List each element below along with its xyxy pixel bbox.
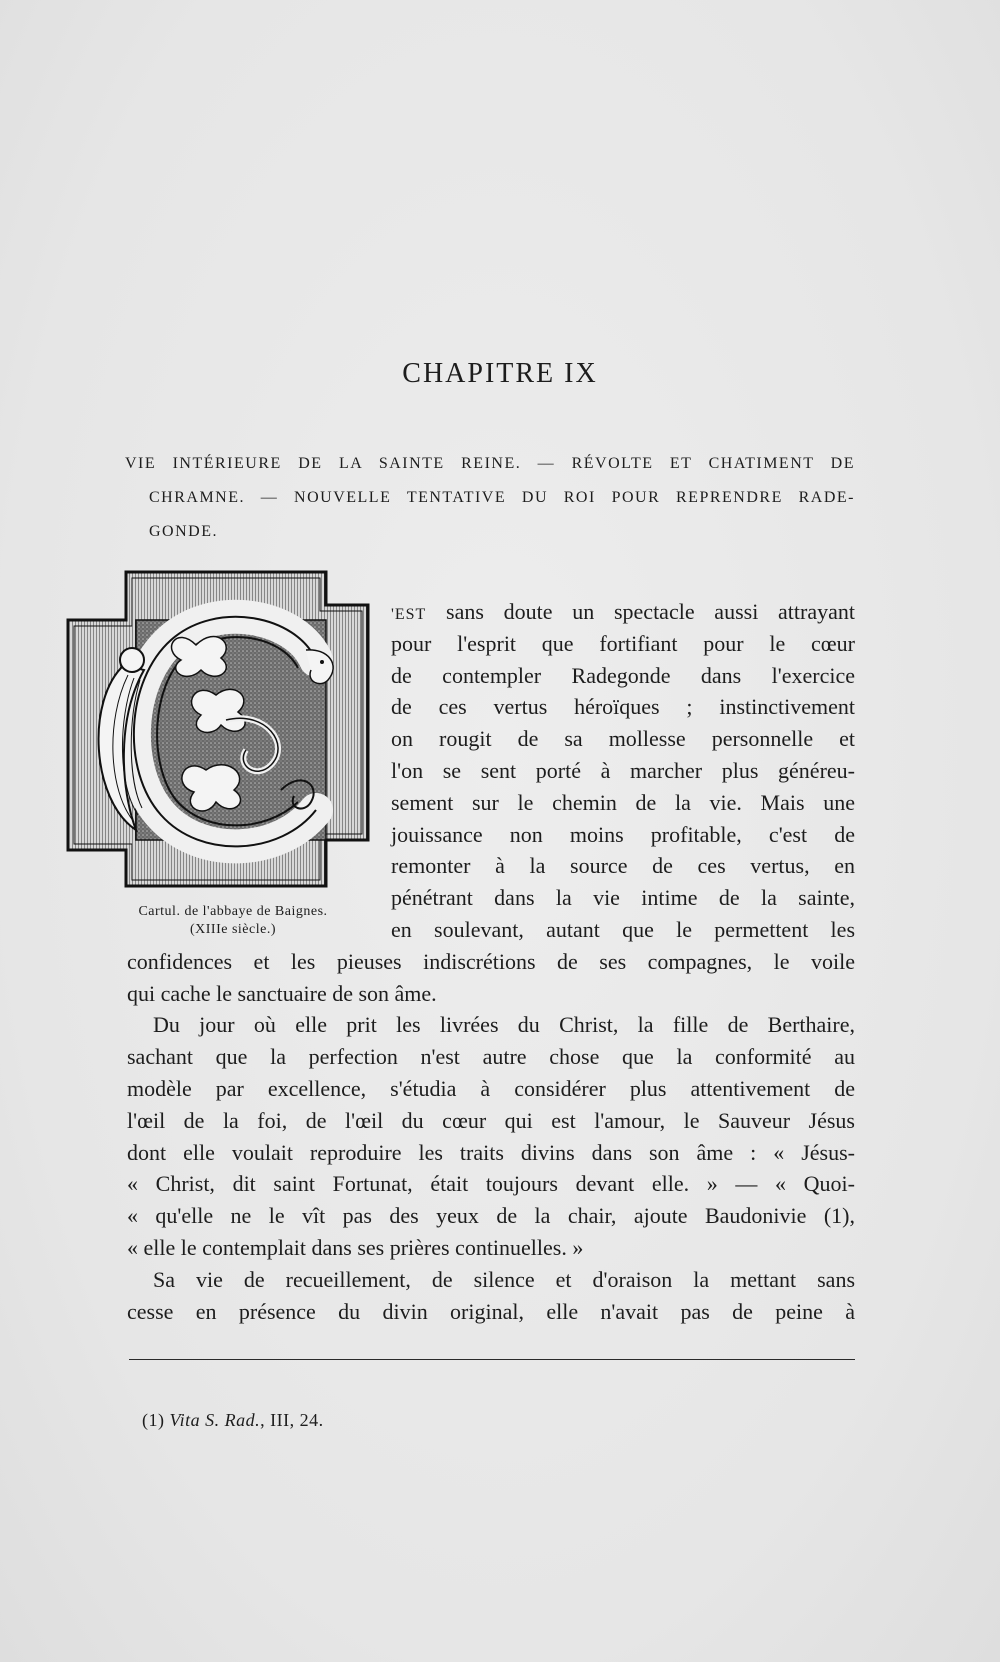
text-line: l'œil de la foi, de l'œil du cœur qui est l'amour, le Sauveur Jésus <box>127 1107 855 1133</box>
text-line: de contempler Radegonde dans l'exercice <box>391 662 855 688</box>
text-line: remonter à la source de ces vertus, en <box>391 853 855 879</box>
text-line: pénétrant dans la vie intime de la sainte, <box>391 885 855 911</box>
footnote-marker: (1) <box>142 1410 165 1430</box>
text-line: de ces vertus héroïques ; instinctivement <box>391 694 855 720</box>
text-line: qui cache le sanctuaire de son âme. <box>127 980 437 1006</box>
text-line: « Christ, dit saint Fortunat, était toujours devant elle. » — « Quoi- <box>127 1171 855 1197</box>
chapter-summary <box>101 447 855 549</box>
text-line: « qu'elle ne le vît pas des yeux de la chair, ajoute Baudonivie (1), <box>127 1203 855 1229</box>
text-line: modèle par excellence, s'étudia à considérer plus attentivement de <box>127 1075 855 1101</box>
text-line: Du jour où elle prit les livrées du Christ, la fille de Berthaire, <box>153 1012 855 1038</box>
chapter-title: CHAPITRE IX <box>402 358 598 389</box>
body-text <box>127 596 855 1327</box>
text-line: sement sur le chemin de la vie. Mais une <box>391 789 855 815</box>
caption-line: Cartul. de l'abbaye de Baignes. <box>138 904 328 919</box>
footnote-ref-italic: Vita S. Rad. <box>169 1410 261 1430</box>
footnote-ref-rest: , III, 24. <box>260 1410 324 1430</box>
text-line: « elle le contemplait dans ses prières continuelles. » <box>127 1234 584 1260</box>
text-line <box>391 596 855 628</box>
text-line: pour l'esprit que fortifiant pour le cœur <box>391 630 855 656</box>
text-line: confidences et les pieuses indiscrétions de ses compagnes, le voile <box>127 948 855 974</box>
text-line: on rougit de sa mollesse personnelle et <box>391 726 855 752</box>
text-line: l'on se sent porté à marcher plus généreu- <box>391 757 855 783</box>
text-fragment: sans doute un spectacle aussi attrayant <box>426 599 855 624</box>
summary-line: CHRAMNE. — NOUVELLE TENTATIVE DU ROI POUR REPRENDRE RADE- <box>149 489 855 506</box>
summary-line: GONDE. <box>149 523 218 540</box>
caption-line: (XIIIe siècle.) <box>189 922 276 937</box>
text-line: sachant que la perfection n'est autre chose que la conformité au <box>127 1044 855 1070</box>
text-line: jouissance non moins profitable, c'est de <box>391 821 855 847</box>
text-line: cesse en présence du divin original, elle n'avait pas de peine à <box>127 1298 855 1324</box>
summary-line: VIE INTÉRIEURE DE LA SAINTE REINE. — RÉVOLTE ET CHATIMENT DE <box>125 455 855 472</box>
text-line: dont elle voulait reproduire les traits divins dans son âme : « Jésus- <box>127 1139 855 1165</box>
footnote-divider <box>129 1359 855 1360</box>
text-line: en soulevant, autant que le permettent les <box>391 916 855 942</box>
lead-small-caps: 'EST <box>391 606 427 623</box>
text-line: Sa vie de recueillement, de silence et d'oraison la mettant sans <box>153 1266 855 1292</box>
footnote <box>142 1410 324 1431</box>
